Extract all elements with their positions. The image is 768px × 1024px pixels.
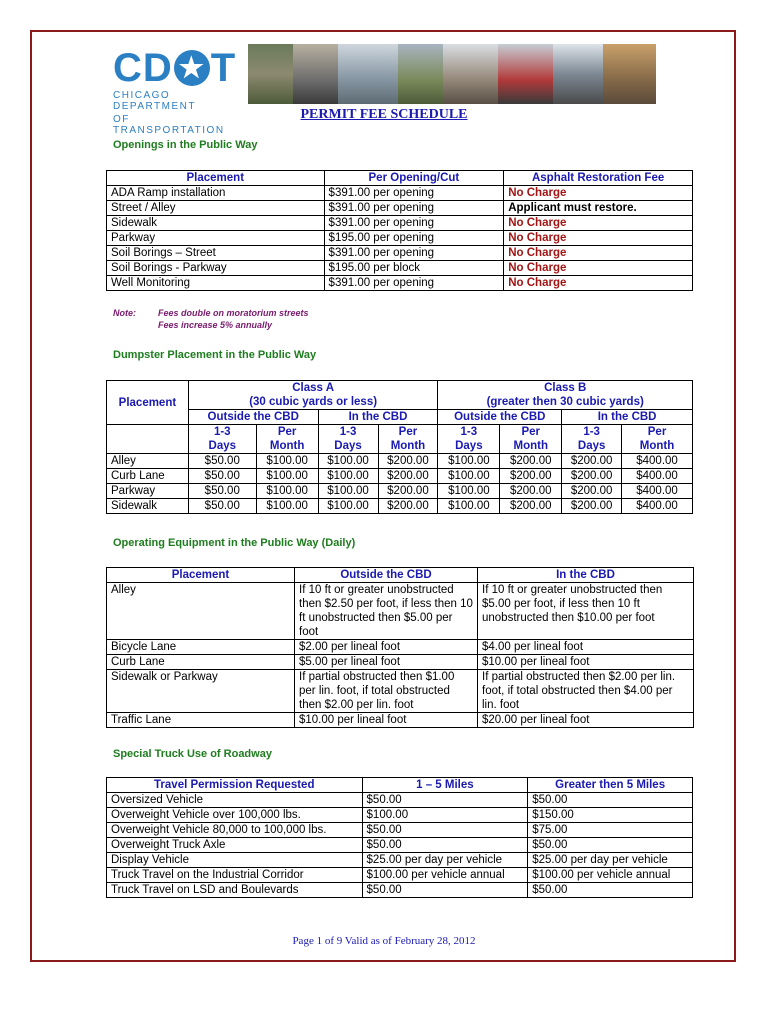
- col-header: Outside the CBD: [295, 568, 478, 583]
- col-header: Travel Permission Requested: [107, 778, 363, 793]
- table-cell: $10.00 per lineal foot: [295, 713, 478, 728]
- table-row: [107, 216, 693, 231]
- table-row: [107, 713, 694, 728]
- table-cell: $200.00: [500, 454, 562, 469]
- table-cell: $150.00: [528, 808, 693, 823]
- table-cell: $100.00: [256, 469, 318, 484]
- table-cell: $200.00: [378, 454, 438, 469]
- col-header: Placement: [107, 171, 325, 186]
- table-row: [107, 655, 694, 670]
- table-cell: $100.00: [256, 499, 318, 514]
- table-cell: $25.00 per day per vehicle: [528, 853, 693, 868]
- col-header: Outside the CBD: [438, 410, 562, 425]
- table-cell: $200.00: [500, 484, 562, 499]
- table-cell: $50.00: [362, 823, 528, 838]
- truck-heading: Special Truck Use of Roadway: [113, 748, 272, 760]
- table-cell: Overweight Vehicle over 100,000 lbs.: [107, 808, 363, 823]
- table-row: [107, 276, 693, 291]
- table-cell: Traffic Lane: [107, 713, 295, 728]
- table-cell: $200.00: [500, 499, 562, 514]
- table-cell: $50.00: [362, 793, 528, 808]
- table-cell: $100.00: [438, 484, 500, 499]
- table-cell: $200.00: [562, 484, 622, 499]
- table-cell: $400.00: [622, 469, 693, 484]
- class-b-header: Class B (greater then 30 cubic yards): [438, 381, 693, 410]
- cdot-logo: CD ★ T CHICAGO DEPARTMENT OF TRANSPORTATION: [113, 46, 237, 136]
- table-cell: Alley: [107, 454, 189, 469]
- table-cell: Bicycle Lane: [107, 640, 295, 655]
- openings-heading: Openings in the Public Way: [113, 139, 258, 151]
- table-cell: No Charge: [504, 276, 693, 291]
- table-cell: No Charge: [504, 231, 693, 246]
- table-cell: $100.00 per vehicle annual: [362, 868, 528, 883]
- table-row: [107, 793, 693, 808]
- table-cell: Curb Lane: [107, 469, 189, 484]
- table-cell: No Charge: [504, 261, 693, 276]
- equipment-table: [106, 567, 694, 728]
- table-cell: $50.00: [528, 793, 693, 808]
- table-cell: $200.00: [378, 484, 438, 499]
- col-header: Per Opening/Cut: [324, 171, 504, 186]
- table-row: [107, 454, 693, 469]
- table-cell: $100.00: [318, 484, 378, 499]
- table-cell: ADA Ramp installation: [107, 186, 325, 201]
- table-row: [107, 261, 693, 276]
- table-row: [107, 808, 693, 823]
- table-cell: Street / Alley: [107, 201, 325, 216]
- table-cell: No Charge: [504, 216, 693, 231]
- page-title: PERMIT FEE SCHEDULE: [300, 107, 468, 122]
- table-cell: Applicant must restore.: [504, 201, 693, 216]
- col-header: In the CBD: [318, 410, 438, 425]
- fee-note: Note: Fees double on moratorium streets Fees increase 5% annually: [113, 308, 309, 330]
- header-photo-strip: [248, 44, 656, 104]
- table-row: [107, 640, 694, 655]
- table-cell: $195.00 per block: [324, 261, 504, 276]
- table-cell: If 10 ft or greater unobstructed then $2.50 per foot, if less then 10 ft unobstructed then $5.00 per foot: [295, 583, 478, 640]
- table-cell: $50.00: [362, 838, 528, 853]
- table-cell: Soil Borings – Street: [107, 246, 325, 261]
- table-cell: Overweight Truck Axle: [107, 838, 363, 853]
- table-row: [107, 583, 694, 640]
- table-cell: $100.00: [256, 454, 318, 469]
- col-header: Greater then 5 Miles: [528, 778, 693, 793]
- col-header: Outside the CBD: [188, 410, 318, 425]
- table-cell: $200.00: [562, 469, 622, 484]
- table-cell: Display Vehicle: [107, 853, 363, 868]
- table-cell: $391.00 per opening: [324, 186, 504, 201]
- table-row: [107, 201, 693, 216]
- table-cell: $400.00: [622, 484, 693, 499]
- table-row: [107, 868, 693, 883]
- table-cell: $100.00 per vehicle annual: [528, 868, 693, 883]
- table-cell: $100.00: [256, 484, 318, 499]
- page-footer: Page 1 of 9 Valid as of February 28, 2012: [292, 935, 476, 947]
- table-cell: Sidewalk or Parkway: [107, 670, 295, 713]
- table-row: [107, 838, 693, 853]
- table-cell: $100.00: [362, 808, 528, 823]
- table-cell: $195.00 per opening: [324, 231, 504, 246]
- table-cell: No Charge: [504, 186, 693, 201]
- table-cell: $5.00 per lineal foot: [295, 655, 478, 670]
- table-cell: Alley: [107, 583, 295, 640]
- table-cell: $391.00 per opening: [324, 201, 504, 216]
- table-cell: $391.00 per opening: [324, 216, 504, 231]
- table-cell: $200.00: [378, 469, 438, 484]
- table-cell: Soil Borings - Parkway: [107, 261, 325, 276]
- table-row: [107, 670, 694, 713]
- table-cell: $100.00: [318, 454, 378, 469]
- table-cell: $391.00 per opening: [324, 246, 504, 261]
- table-cell: Parkway: [107, 231, 325, 246]
- table-cell: $50.00: [188, 499, 256, 514]
- table-cell: $50.00: [188, 484, 256, 499]
- class-a-header: Class A (30 cubic yards or less): [188, 381, 438, 410]
- table-cell: $100.00: [318, 499, 378, 514]
- table-cell: Oversized Vehicle: [107, 793, 363, 808]
- table-row: [107, 231, 693, 246]
- table-cell: If partial obstructed then $1.00 per lin. foot, if total obstructed then $2.00 per lin. foot: [295, 670, 478, 713]
- table-cell: Sidewalk: [107, 499, 189, 514]
- star-icon: ★: [174, 50, 210, 86]
- table-row: [107, 469, 693, 484]
- table-cell: If partial obstructed then $2.00 per lin. foot, if total obstructed then $4.00 per lin. foot: [478, 670, 694, 713]
- table-cell: $4.00 per lineal foot: [478, 640, 694, 655]
- equipment-heading: Operating Equipment in the Public Way (Daily): [113, 537, 356, 549]
- table-cell: $50.00: [528, 838, 693, 853]
- col-header: Asphalt Restoration Fee: [504, 171, 693, 186]
- table-row: [107, 823, 693, 838]
- table-cell: $400.00: [622, 499, 693, 514]
- table-row: [107, 246, 693, 261]
- col-header: Placement: [107, 568, 295, 583]
- table-cell: $2.00 per lineal foot: [295, 640, 478, 655]
- table-cell: $10.00 per lineal foot: [478, 655, 694, 670]
- table-cell: $75.00: [528, 823, 693, 838]
- table-cell: Parkway: [107, 484, 189, 499]
- col-header: Placement: [107, 381, 189, 425]
- col-header: In the CBD: [562, 410, 693, 425]
- table-cell: $50.00: [188, 469, 256, 484]
- table-cell: No Charge: [504, 246, 693, 261]
- table-cell: $50.00: [188, 454, 256, 469]
- table-cell: Truck Travel on LSD and Boulevards: [107, 883, 363, 898]
- table-row: [107, 186, 693, 201]
- table-cell: $200.00: [562, 499, 622, 514]
- table-row: [107, 853, 693, 868]
- dumpster-table: Placement Class A (30 cubic yards or less) Class B (greater then 30 cubic yards) Outside the CBD In the CBD Outside the CBD In the CBD 1-3 Days Per Month 1-3 Days Per Month 1-3 Days Per Month 1-3 Days Per Month Alley $50.00 $100.00 $100.00 $200.00 $100.00 $200.00 $200.00 $400.00 Curb Lane $50.00 $100.00 $100.00 $200.00 $100.00 $200.00 $200.00 $400.00 Parkway $50.00 $100.00 $100.00 $200.00 $100.00 $200.00 $200.00 $400.00 Sidewalk $50.00 $100.00 $100.00 $200.00 $100.00 $200.00 $200.00 $400.00: [106, 380, 693, 514]
- table-cell: Overweight Vehicle 80,000 to 100,000 lbs.: [107, 823, 363, 838]
- truck-table: [106, 777, 693, 898]
- table-cell: $200.00: [562, 454, 622, 469]
- table-cell: Sidewalk: [107, 216, 325, 231]
- table-row: [107, 499, 693, 514]
- table-row: [107, 883, 693, 898]
- table-cell: $20.00 per lineal foot: [478, 713, 694, 728]
- table-cell: $200.00: [378, 499, 438, 514]
- table-cell: $25.00 per day per vehicle: [362, 853, 528, 868]
- table-cell: $200.00: [500, 469, 562, 484]
- table-cell: $100.00: [438, 469, 500, 484]
- col-header: In the CBD: [478, 568, 694, 583]
- table-cell: $400.00: [622, 454, 693, 469]
- table-cell: $100.00: [438, 499, 500, 514]
- openings-table: [106, 170, 693, 291]
- table-cell: Truck Travel on the Industrial Corridor: [107, 868, 363, 883]
- table-cell: Curb Lane: [107, 655, 295, 670]
- table-cell: $50.00: [528, 883, 693, 898]
- table-cell: $50.00: [362, 883, 528, 898]
- table-cell: $100.00: [318, 469, 378, 484]
- col-header: 1 – 5 Miles: [362, 778, 528, 793]
- table-row: [107, 484, 693, 499]
- table-cell: $391.00 per opening: [324, 276, 504, 291]
- table-cell: Well Monitoring: [107, 276, 325, 291]
- table-cell: $100.00: [438, 454, 500, 469]
- table-cell: If 10 ft or greater unobstructed then $5.00 per foot, if less then 10 ft unobstructed then $10.00 per foot: [478, 583, 694, 640]
- dumpster-heading: Dumpster Placement in the Public Way: [113, 349, 317, 361]
